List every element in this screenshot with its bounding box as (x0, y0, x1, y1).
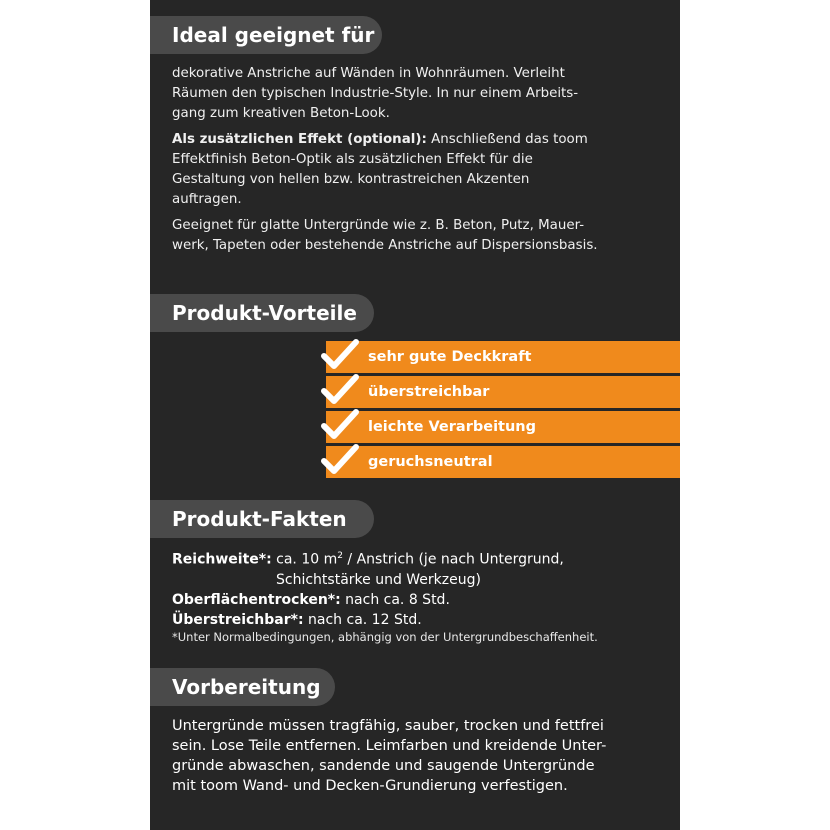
benefits-list (326, 341, 680, 481)
fact-value-rest: / Anstrich (je nach Untergrund, (342, 551, 564, 568)
product-info-panel (150, 0, 680, 830)
text-line: Gestaltung von hellen bzw. kontrastreichen Akzenten (172, 172, 530, 187)
text-line: mit toom Wand- und Decken-Grundierung verfestigen. (172, 778, 568, 794)
text-line: Effektfinish Beton-Optik als zusätzlichen Effekt für die (172, 152, 533, 167)
fact-reach-continued: Schichtstärke und Werkzeug) (276, 571, 481, 588)
text-line: gang zum kreativen Beton-Look. (172, 106, 390, 121)
text-line: Untergründe müssen tragfähig, sauber, trocken und fettfrei (172, 718, 604, 734)
section-header-benefits: Produkt-Vorteile (150, 294, 374, 332)
text-line (172, 130, 666, 150)
fact-label: Oberflächentrocken*: (172, 591, 341, 608)
benefit-item (326, 446, 680, 478)
fact-value: nach ca. 8 Std. (340, 591, 450, 608)
superscript: 2 (337, 551, 343, 561)
benefit-item (326, 341, 680, 373)
checkmark-icon (320, 373, 360, 409)
ideal-paragraph-2 (172, 130, 666, 210)
benefit-item (326, 411, 680, 443)
text-line: Räumen den typischen Industrie-Style. In nur einem Arbeits- (172, 86, 579, 101)
benefit-item (326, 376, 680, 408)
checkmark-icon (320, 408, 360, 444)
effect-label: Als zusätzlichen Effekt (optional): (172, 132, 427, 147)
text-line: Geeignet für glatte Untergründe wie z. B. Beton, Putz, Mauer- (172, 218, 585, 233)
effect-text: Anschließend das toom (426, 132, 588, 147)
fact-label: Reichweite*: (172, 551, 272, 568)
fact-reach (172, 546, 672, 570)
text-line: werk, Tapeten oder bestehende Anstriche auf Dispersionsbasis. (172, 238, 598, 253)
fact-value: ca. 10 m (271, 551, 338, 568)
benefit-label: überstreichbar (368, 384, 490, 400)
facts-block (172, 546, 672, 630)
text-line: gründe abwaschen, sandende und saugende Untergründe (172, 758, 595, 774)
benefit-label: geruchsneutral (368, 454, 493, 470)
text-line: auftragen. (172, 192, 242, 207)
section-header-facts: Produkt-Fakten (150, 500, 374, 538)
checkmark-icon (320, 338, 360, 374)
fact-label: Überstreichbar*: (172, 611, 304, 628)
section-header-prep: Vorbereitung (150, 668, 335, 706)
checkmark-icon (320, 443, 360, 479)
prep-paragraph (172, 716, 606, 796)
section-header-ideal: Ideal geeignet für (150, 16, 382, 54)
facts-footnote: *Unter Normalbedingungen, abhängig von der Untergrundbeschaffenheit. (172, 630, 598, 644)
ideal-paragraph-3 (172, 216, 666, 256)
fact-overpaint (172, 610, 672, 630)
text-line: dekorative Anstriche auf Wänden in Wohnräumen. Verleiht (172, 66, 565, 81)
ideal-paragraph-1 (172, 64, 666, 124)
fact-dry (172, 590, 672, 610)
fact-value: nach ca. 12 Std. (303, 611, 422, 628)
text-line: sein. Lose Teile entfernen. Leimfarben und kreidende Unter- (172, 738, 607, 754)
benefit-label: leichte Verarbeitung (368, 419, 536, 435)
benefit-label: sehr gute Deckkraft (368, 349, 532, 365)
